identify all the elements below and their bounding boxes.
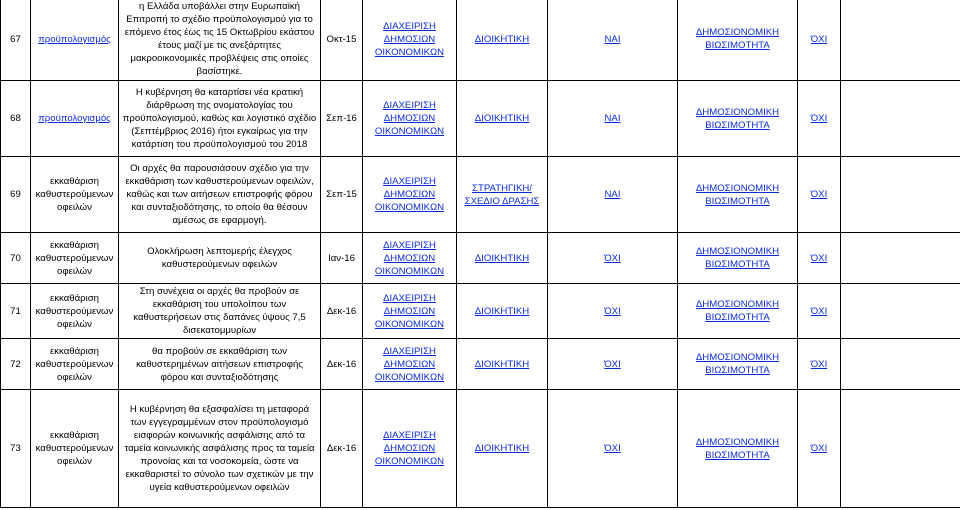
row-number: 67 bbox=[1, 0, 31, 81]
date-cell: Οκτ-15 bbox=[321, 0, 363, 81]
goal-cell[interactable]: ΔΗΜΟΣΙΟΝΟΜΙΚΗ ΒΙΩΣΙΜΟΤΗΤΑ bbox=[678, 81, 798, 157]
row-number: 69 bbox=[1, 157, 31, 233]
goal-cell[interactable]: ΔΗΜΟΣΙΟΝΟΜΙΚΗ ΒΙΩΣΙΜΟΤΗΤΑ bbox=[678, 233, 798, 284]
flag1-cell[interactable]: ΝΑΙ bbox=[548, 157, 678, 233]
goal-cell[interactable]: ΔΗΜΟΣΙΟΝΟΜΙΚΗ ΒΙΩΣΙΜΟΤΗΤΑ bbox=[678, 390, 798, 508]
description-cell: Η κυβέρνηση θα εξασφαλίσει τη μεταφορά των εγγεγραμμένων στον προϋπολογισμό εισφορών κοινωνικής ασφάλισης από τα ταμεία κοινωνικής ασφάλισης προς τα ταμεία προνοίας και τα νοσοκομεία, ώστε να εκκαθαριστεί το σύνολο των σχετικών με την υγεία καθυστερούμενων οφειλών bbox=[119, 390, 321, 508]
description-cell: Στη συνέχεια οι αρχές θα προβούν σε εκκαθάριση του υπολοίπου των καθυστερήσεων στις δαπάνες ύψους 7,5 δισεκατομμυρίων bbox=[119, 284, 321, 339]
type-cell[interactable]: ΔΙΟΙΚΗΤΙΚΗ bbox=[457, 81, 548, 157]
table-row bbox=[1, 157, 960, 233]
goal-cell[interactable]: ΔΗΜΟΣΙΟΝΟΜΙΚΗ ΒΙΩΣΙΜΟΤΗΤΑ bbox=[678, 0, 798, 81]
date-cell: Δεκ-16 bbox=[321, 284, 363, 339]
empty-cell bbox=[841, 284, 960, 339]
flag1-cell[interactable]: ΌΧΙ bbox=[548, 339, 678, 390]
row-number: 68 bbox=[1, 81, 31, 157]
category-cell: εκκαθάριση καθυστερούμενων οφειλών bbox=[31, 390, 119, 508]
flag1-cell[interactable]: ΌΧΙ bbox=[548, 284, 678, 339]
row-number: 73 bbox=[1, 390, 31, 508]
flag2-cell[interactable]: ΌΧΙ bbox=[798, 390, 841, 508]
table-row bbox=[1, 284, 960, 339]
category-cell: εκκαθάριση καθυστερούμενων οφειλών bbox=[31, 339, 119, 390]
description-cell: Οι αρχές θα παρουσιάσουν σχέδιο για την εκκαθάριση των καθυστερούμενων οφειλών, καθώς και των αιτήσεων επιστροφής φόρου και συνταξιοδότησης, το οποίο θα θέσουν αμέσως σε εφαρμογή. bbox=[119, 157, 321, 233]
flag2-cell[interactable]: ΌΧΙ bbox=[798, 157, 841, 233]
description-cell: θα προβούν σε εκκαθάριση των καθυστερημένων αιτήσεων επιστροφής φόρου και συνταξιοδότησης bbox=[119, 339, 321, 390]
agency-cell[interactable]: ΔΙΑΧΕΙΡΙΣΗ ΔΗΜΟΣΙΩΝ ΟΙΚΟΝΟΜΙΚΩΝ bbox=[363, 0, 457, 81]
flag1-cell[interactable]: ΝΑΙ bbox=[548, 0, 678, 81]
flag2-cell[interactable]: ΌΧΙ bbox=[798, 81, 841, 157]
agency-cell[interactable]: ΔΙΑΧΕΙΡΙΣΗ ΔΗΜΟΣΙΩΝ ΟΙΚΟΝΟΜΙΚΩΝ bbox=[363, 157, 457, 233]
empty-cell bbox=[841, 390, 960, 508]
empty-cell bbox=[841, 81, 960, 157]
date-cell: Δεκ-16 bbox=[321, 390, 363, 508]
empty-cell bbox=[841, 157, 960, 233]
category-cell[interactable]: προϋπολογισμός bbox=[31, 0, 119, 81]
date-cell: Σεπ-15 bbox=[321, 157, 363, 233]
category-cell: εκκαθάριση καθυστερούμενων οφειλών bbox=[31, 233, 119, 284]
date-cell: Ιαν-16 bbox=[321, 233, 363, 284]
agency-cell[interactable]: ΔΙΑΧΕΙΡΙΣΗ ΔΗΜΟΣΙΩΝ ΟΙΚΟΝΟΜΙΚΩΝ bbox=[363, 81, 457, 157]
category-cell: εκκαθάριση καθυστερούμενων οφειλών bbox=[31, 157, 119, 233]
row-number: 72 bbox=[1, 339, 31, 390]
goal-cell[interactable]: ΔΗΜΟΣΙΟΝΟΜΙΚΗ ΒΙΩΣΙΜΟΤΗΤΑ bbox=[678, 284, 798, 339]
date-cell: Δεκ-16 bbox=[321, 339, 363, 390]
row-number: 70 bbox=[1, 233, 31, 284]
flag2-cell[interactable]: ΌΧΙ bbox=[798, 0, 841, 81]
flag2-cell[interactable]: ΌΧΙ bbox=[798, 284, 841, 339]
flag1-cell[interactable]: ΝΑΙ bbox=[548, 81, 678, 157]
type-cell[interactable]: ΔΙΟΙΚΗΤΙΚΗ bbox=[457, 284, 548, 339]
table-row bbox=[1, 0, 960, 81]
empty-cell bbox=[841, 339, 960, 390]
agency-cell[interactable]: ΔΙΑΧΕΙΡΙΣΗ ΔΗΜΟΣΙΩΝ ΟΙΚΟΝΟΜΙΚΩΝ bbox=[363, 339, 457, 390]
flag1-cell[interactable]: ΌΧΙ bbox=[548, 233, 678, 284]
table-row bbox=[1, 390, 960, 508]
agency-cell[interactable]: ΔΙΑΧΕΙΡΙΣΗ ΔΗΜΟΣΙΩΝ ΟΙΚΟΝΟΜΙΚΩΝ bbox=[363, 390, 457, 508]
empty-cell bbox=[841, 0, 960, 81]
type-cell[interactable]: ΔΙΟΙΚΗΤΙΚΗ bbox=[457, 339, 548, 390]
category-cell: εκκαθάριση καθυστερούμενων οφειλών bbox=[31, 284, 119, 339]
goal-cell[interactable]: ΔΗΜΟΣΙΟΝΟΜΙΚΗ ΒΙΩΣΙΜΟΤΗΤΑ bbox=[678, 157, 798, 233]
category-cell[interactable]: προϋπολογισμός bbox=[31, 81, 119, 157]
type-cell[interactable]: ΔΙΟΙΚΗΤΙΚΗ bbox=[457, 390, 548, 508]
description-cell: Η κυβέρνηση θα καταρτίσει νέα κρατική διάρθρωση της ονοματολογίας του προϋπολογισμού, καθώς και λογιστικό σχέδιο (Σεπτέμβριος 2016) ήτοι εγκαίρως για την κατάρτιση του προϋπολογισμού του 2018 bbox=[119, 81, 321, 157]
agency-cell[interactable]: ΔΙΑΧΕΙΡΙΣΗ ΔΗΜΟΣΙΩΝ ΟΙΚΟΝΟΜΙΚΩΝ bbox=[363, 284, 457, 339]
flag1-cell[interactable]: ΌΧΙ bbox=[548, 390, 678, 508]
flag2-cell[interactable]: ΌΧΙ bbox=[798, 339, 841, 390]
type-cell[interactable]: ΔΙΟΙΚΗΤΙΚΗ bbox=[457, 233, 548, 284]
table-row bbox=[1, 233, 960, 284]
description-cell: η Ελλάδα υποβάλλει στην Ευρωπαϊκή Επιτροπή το σχέδιο προϋπολογισμού για το επόμενο έτος έως τις 15 Οκτωβρίου εκάστου έτους μαζί με τις ανεξάρτητες μακροοικονομικές προβλέψεις στις οποίες βασίστηκε. bbox=[119, 0, 321, 81]
goal-cell[interactable]: ΔΗΜΟΣΙΟΝΟΜΙΚΗ ΒΙΩΣΙΜΟΤΗΤΑ bbox=[678, 339, 798, 390]
agency-cell[interactable]: ΔΙΑΧΕΙΡΙΣΗ ΔΗΜΟΣΙΩΝ ΟΙΚΟΝΟΜΙΚΩΝ bbox=[363, 233, 457, 284]
flag2-cell[interactable]: ΌΧΙ bbox=[798, 233, 841, 284]
table-row bbox=[1, 339, 960, 390]
type-cell[interactable]: ΣΤΡΑΤΗΓΙΚΗ/ΣΧΕΔΙΟ ΔΡΑΣΗΣ bbox=[457, 157, 548, 233]
table-row bbox=[1, 81, 960, 157]
date-cell: Σεπ-16 bbox=[321, 81, 363, 157]
row-number: 71 bbox=[1, 284, 31, 339]
empty-cell bbox=[841, 233, 960, 284]
type-cell[interactable]: ΔΙΟΙΚΗΤΙΚΗ bbox=[457, 0, 548, 81]
description-cell: Ολοκλήρωση λεπτομερής έλεγχος καθυστερούμενων οφειλών bbox=[119, 233, 321, 284]
